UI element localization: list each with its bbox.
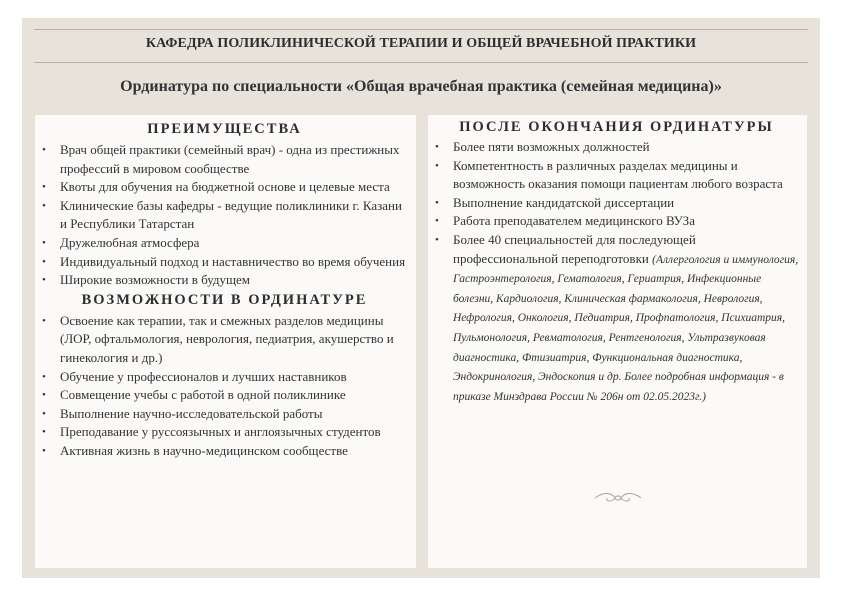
list-item: • Активная жизнь в научно-медицинском сообществе	[41, 442, 408, 461]
advantages-heading: ПРЕИМУЩЕСТВА	[147, 121, 302, 137]
list-item: • Обучение у профессионалов и лучших наставников	[41, 368, 408, 387]
list-item: • Квоты для обучения на бюджетной основе и целевые места	[41, 178, 408, 197]
list-item: • Компетентность в различных разделах медицины и возможность оказания помощи пациентам любого возраста	[434, 157, 799, 194]
right-panel	[428, 115, 807, 568]
flourish-ornament-icon	[593, 491, 643, 505]
advantages-list	[41, 141, 408, 290]
list-item: • Дружелюбная атмосфера	[41, 234, 408, 253]
left-panel	[35, 115, 416, 568]
specialties-details: (Аллергология и иммунология, Гастроэнтерология, Гематология, Гериатрия, Инфекционные болезни, Кардиология, Клиническая фармакология, Неврология, Нефрология, Онкология, Педиатрия, Профпатология, Психиатрия, Пульмонология, Ревматология, Рентгенология, Ультразвуковая диагностика, Фтизиатрия, Функциональная диагностика, Эндокринология, Эндоскопия и др. Более подробная информация - в приказе Минздрава России № 206н от 02.05.2023г.)	[453, 253, 799, 403]
specialties-text: Более 40 специальностей для последующей профессиональной переподготовки	[453, 231, 696, 266]
header-rule	[34, 62, 808, 63]
list-item: • Индивидуальный подход и наставничество во время обучения	[41, 253, 408, 272]
list-item: • Широкие возможности в будущем	[41, 271, 408, 290]
list-item: • Выполнение кандидатской диссертации	[434, 194, 799, 213]
list-item	[434, 231, 799, 406]
list-item: • Преподавание у руссоязычных и англоязычных студентов	[41, 423, 408, 442]
after-heading: ПОСЛЕ ОКОНЧАНИЯ ОРДИНАТУРЫ	[459, 119, 774, 135]
list-item: • Более пяти возможных должностей	[434, 138, 799, 157]
list-item: • Выполнение научно-исследовательской работы	[41, 405, 408, 424]
list-item: • Освоение как терапии, так и смежных разделов медицины (ЛОР, офтальмология, неврология, педиатрия, акушерство и гинекология и др.)	[41, 312, 408, 368]
list-item: • Совмещение учебы с работой в одной поликлинике	[41, 386, 408, 405]
top-rule	[34, 29, 808, 30]
department-title: КАФЕДРА ПОЛИКЛИНИЧЕСКОЙ ТЕРАПИИ И ОБЩЕЙ ВРАЧЕБНОЙ ПРАКТИКИ	[145, 36, 697, 51]
list-item: • Врач общей практики (семейный врач) - одна из престижных профессий в мировом сообществе	[41, 141, 408, 178]
opportunities-heading: ВОЗМОЖНОСТИ В ОРДИНАТУРЕ	[81, 291, 368, 308]
list-item: • Клинические базы кафедры - ведущие поликлиники г. Казани и Республики Татарстан	[41, 197, 408, 234]
after-list	[434, 138, 799, 406]
program-title: Ординатура по специальности «Общая врачебная практика (семейная медицина)»	[120, 78, 722, 95]
opportunities-list	[41, 312, 408, 461]
list-item: • Работа преподавателем медицинского ВУЗа	[434, 212, 799, 231]
